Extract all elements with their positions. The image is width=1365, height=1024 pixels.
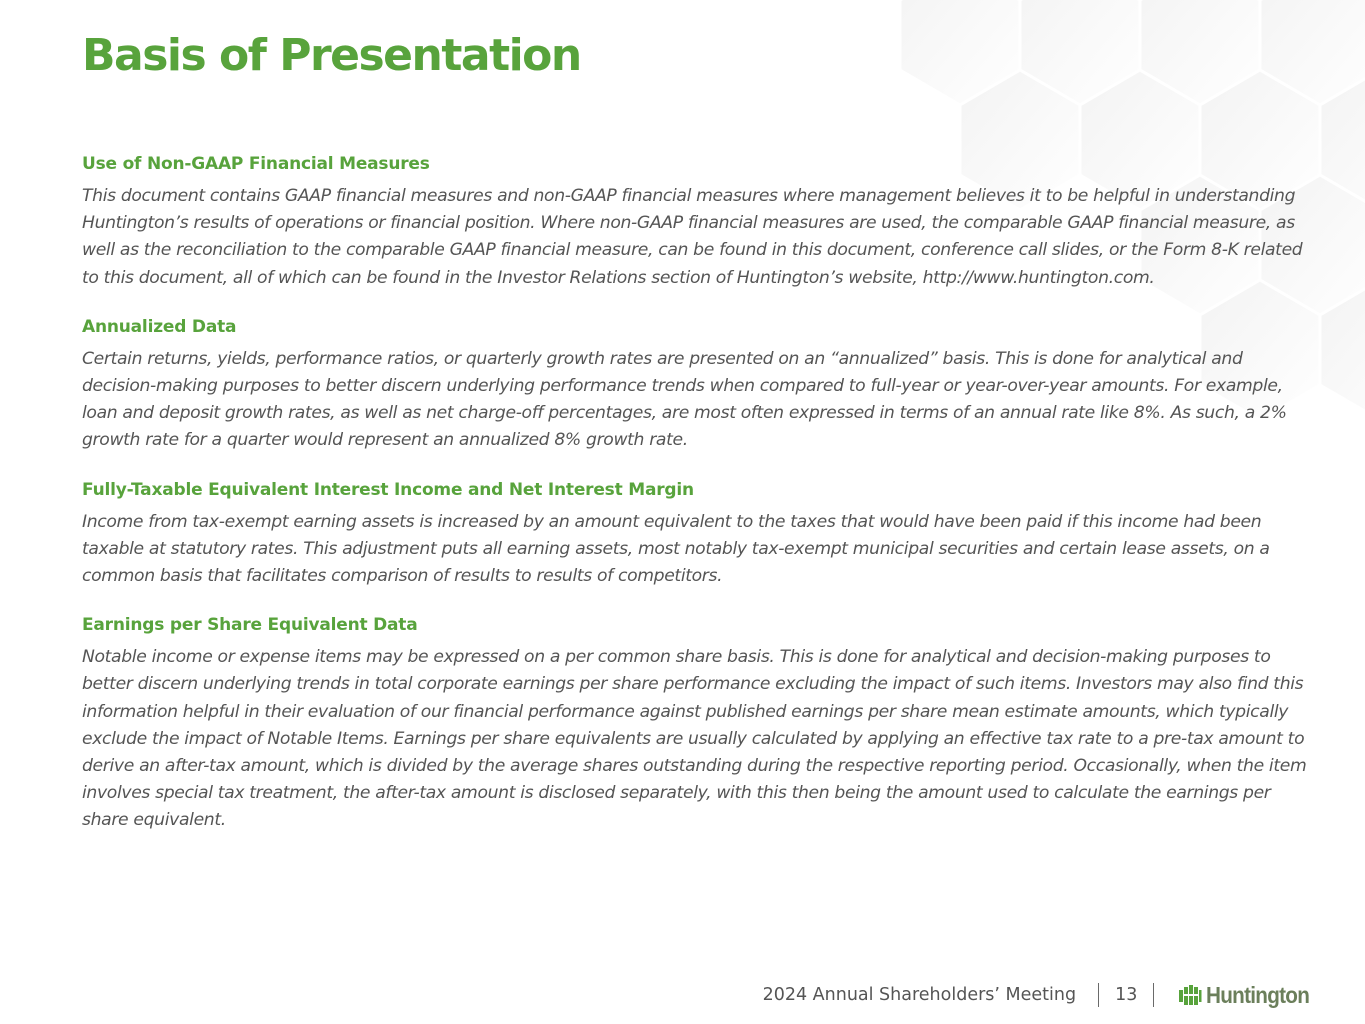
logo-wordmark: Huntington — [1206, 981, 1310, 1008]
section-body: Certain returns, yields, performance ratios, or quarterly growth rates are presented on an “annualized” basis. This is done for analytical and decision-making purposes to better discern underlying performance trends when compared to full-year or year-over-year amounts. For example, loan and deposit growth rates, as well as net charge-off percentages, are most often expressed in terms of an annual rate like 8%. As such, a 2% growth rate for a quarter would represent an annualized 8% growth rate. — [82, 348, 1287, 451]
footer-divider — [1153, 983, 1154, 1007]
section-heading: Annualized Data — [82, 316, 237, 337]
page-title: Basis of Presentation — [82, 30, 581, 81]
section-body: Income from tax-exempt earning assets is increased by an amount equivalent to the taxes that would have been paid if this income had been taxable at statutory rates. This adjustment puts all earning assets, most notably tax-exempt municipal securities and certain lease assets, on a common basis that facilitates comparison of results to results of competitors. — [82, 511, 1270, 587]
section-non-gaap — [82, 151, 1310, 292]
section-body: Notable income or expense items may be expressed on a per common share basis. This is done for analytical and decision-making purposes to better discern underlying trends in total corporate earnings per share performance excluding the impact of such items. Investors may also find this information helpful in their evaluation of our financial performance against published earnings per share mean estimate amounts, which typically exclude the impact of Notable Items. Earnings per share equivalents are usually calculated by applying an effective tax rate to a pre-tax amount to derive an after-tax amount, which is divided by the average shares outstanding during the respective reporting period. Occasionally, when the item involves special tax treatment, the after-tax amount is disclosed separately, with this then being the amount used to calculate the earnings per share equivalent. — [82, 647, 1307, 831]
footer-divider — [1098, 983, 1099, 1007]
section-heading: Fully-Taxable Equivalent Interest Income and Net Interest Margin — [82, 479, 694, 500]
huntington-logo-icon — [1178, 983, 1202, 1007]
page-number: 13 — [1115, 985, 1138, 1005]
meeting-label: 2024 Annual Shareholders’ Meeting — [762, 985, 1077, 1005]
section-heading: Earnings per Share Equivalent Data — [82, 615, 418, 636]
slide-content — [82, 151, 1310, 857]
section-annualized-data — [82, 314, 1310, 455]
section-body: This document contains GAAP financial measures and non-GAAP financial measures where management believes it to be helpful in understanding Huntington’s results of operations or financial position. Where non-GAAP financial measures are used, the comparable GAAP financial measure, as well as the reconciliation to the comparable GAAP financial measure, can be found in this document, conference call slides, or the Form 8-K related to this document, all of which can be found in the Investor Relations section of Huntington’s website, http://www.huntington.com. — [82, 186, 1303, 288]
huntington-logo — [1178, 982, 1321, 1009]
slide-footer — [763, 980, 1321, 1010]
section-eps-equivalent-data — [82, 612, 1310, 834]
section-fte-interest-income — [82, 477, 1310, 591]
section-heading: Use of Non-GAAP Financial Measures — [82, 154, 430, 174]
